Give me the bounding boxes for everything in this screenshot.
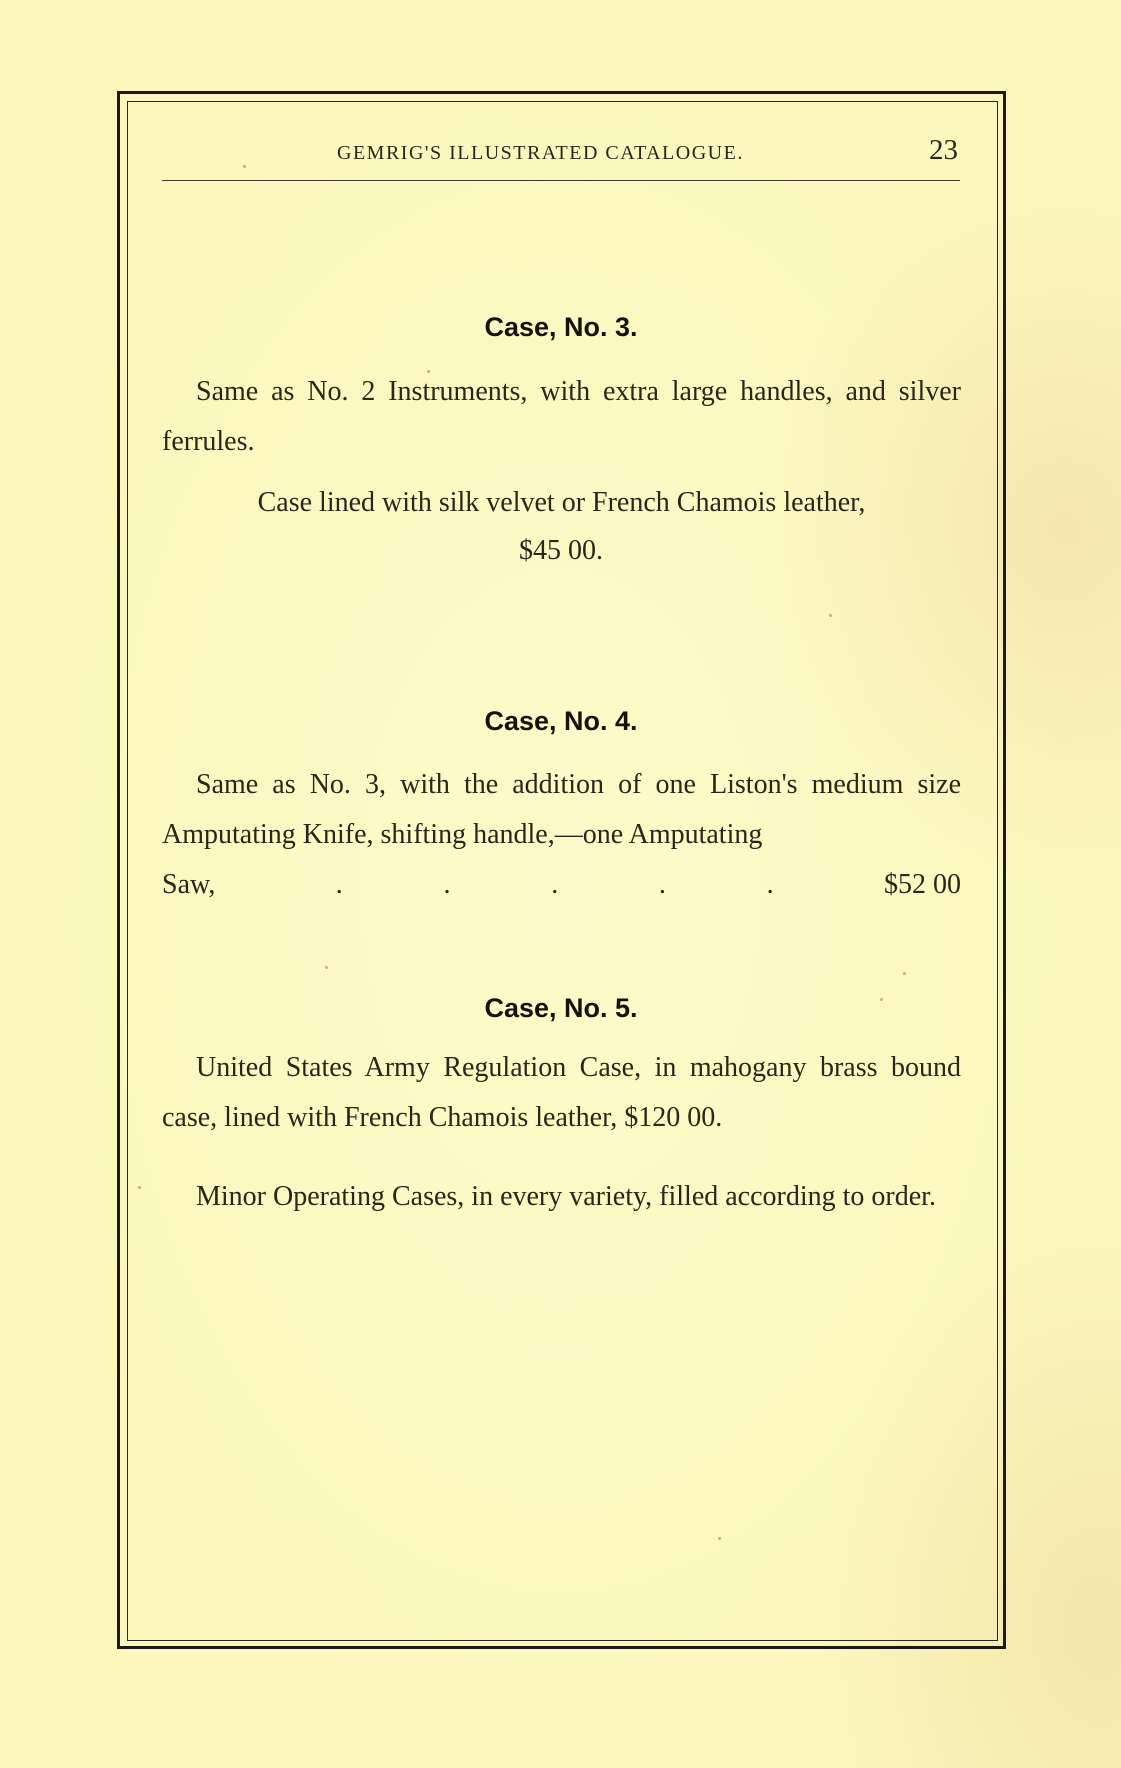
- case-4-price-line: [162, 869, 961, 901]
- paper-speck: [829, 614, 832, 617]
- leader-dot: .: [658, 869, 666, 900]
- leader-dot: .: [766, 869, 774, 900]
- case-5-description: United States Army Regulation Case, in mahogany brass bound case, lined with French Chamois leather, $120 00.: [162, 1052, 961, 1133]
- paper-speck: [325, 966, 328, 969]
- case-4-heading: Case, No. 4.: [484, 706, 638, 736]
- page-number: 23: [929, 134, 958, 166]
- paper-speck: [427, 370, 430, 373]
- case-3-lining: Case lined with silk velvet or French Chamois leather,: [257, 487, 866, 518]
- running-header: [162, 130, 960, 181]
- case-3-description: Same as No. 2 Instruments, with extra large handles, and silver ferrules.: [162, 376, 961, 457]
- case-5-heading: Case, No. 5.: [484, 993, 638, 1023]
- leader-dot: .: [551, 869, 559, 900]
- paper-speck: [903, 972, 906, 975]
- case-3-price: $45 00.: [519, 535, 603, 566]
- leader-dots: [215, 869, 884, 901]
- minor-cases-note: Minor Operating Cases, in every variety, filled according to order.: [196, 1181, 936, 1212]
- paper-speck: [718, 1537, 721, 1540]
- case-4-price: $52 00: [884, 869, 961, 900]
- paper-speck: [880, 998, 883, 1001]
- paper-speck: [243, 165, 246, 168]
- leader-dot: .: [443, 869, 451, 900]
- catalogue-title: GEMRIG'S ILLUSTRATED CATALOGUE.: [337, 142, 744, 164]
- case-3-heading: Case, No. 3.: [484, 312, 638, 342]
- case-4-description: Same as No. 3, with the addition of one Liston's medium size Amputating Knife, shifting handle,—one Amputating: [162, 769, 961, 850]
- paper-speck: [138, 1186, 141, 1189]
- case-4-last-line-label: Saw,: [162, 869, 216, 900]
- leader-dot: .: [335, 869, 343, 900]
